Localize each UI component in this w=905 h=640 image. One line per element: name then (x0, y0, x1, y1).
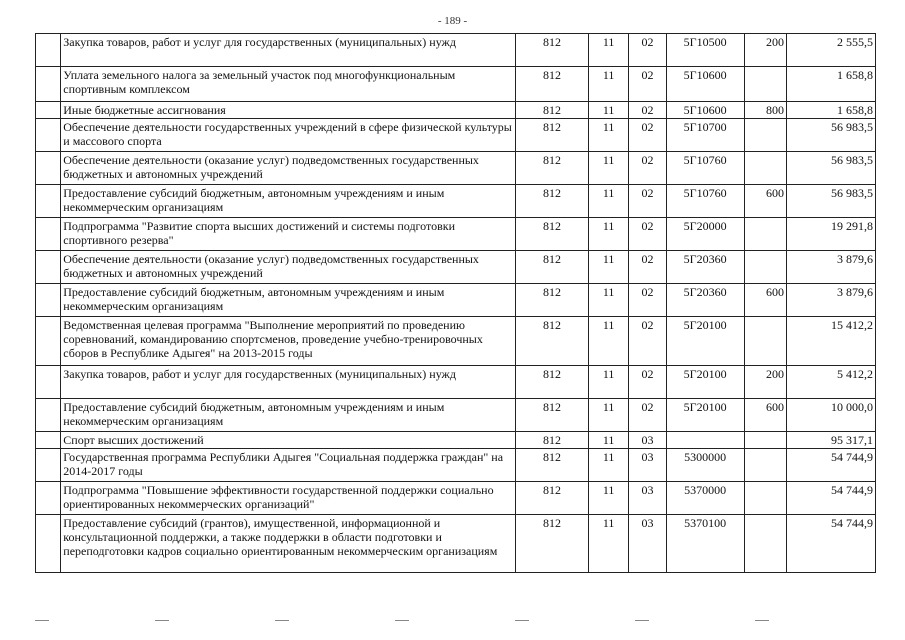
section-code-cell: 11 (588, 449, 628, 482)
row-index-cell (36, 218, 61, 251)
amount-cell: 95 317,1 (786, 432, 875, 449)
expense-type-cell: 600 (744, 399, 786, 432)
table-row (36, 284, 876, 317)
item-name-cell: Обеспечение деятельности (оказание услуг) подведомственных государственных бюджетных и автономных учреждений (61, 152, 516, 185)
subsection-code-cell: 02 (629, 284, 666, 317)
section-code-cell: 11 (588, 432, 628, 449)
expense-type-cell (744, 449, 786, 482)
amount-cell: 3 879,6 (786, 251, 875, 284)
row-index-cell (36, 102, 61, 119)
row-index-cell (36, 67, 61, 102)
target-article-cell: 5Г20100 (666, 366, 744, 399)
subsection-code-cell: 02 (629, 251, 666, 284)
table-row (36, 218, 876, 251)
section-code-cell: 11 (588, 482, 628, 515)
target-article-cell: 5Г10600 (666, 102, 744, 119)
amount-cell: 56 983,5 (786, 119, 875, 152)
department-code-cell: 812 (516, 34, 589, 67)
section-code-cell: 11 (588, 34, 628, 67)
subsection-code-cell: 02 (629, 34, 666, 67)
section-code-cell: 11 (588, 185, 628, 218)
table-row (36, 449, 876, 482)
department-code-cell: 812 (516, 218, 589, 251)
page-bottom-marks (35, 620, 876, 626)
amount-cell: 56 983,5 (786, 185, 875, 218)
item-name-cell: Иные бюджетные ассигнования (61, 102, 516, 119)
row-index-cell (36, 251, 61, 284)
amount-cell: 54 744,9 (786, 449, 875, 482)
department-code-cell: 812 (516, 67, 589, 102)
subsection-code-cell: 03 (629, 432, 666, 449)
department-code-cell: 812 (516, 119, 589, 152)
table-row (36, 251, 876, 284)
target-article-cell: 5Г20000 (666, 218, 744, 251)
department-code-cell: 812 (516, 317, 589, 366)
target-article-cell (666, 432, 744, 449)
amount-cell: 19 291,8 (786, 218, 875, 251)
item-name-cell: Ведомственная целевая программа "Выполнение мероприятий по проведению соревнований, командированию спортсменов, проведение учебно-тренировочных сборов в Республике Адыгея" на 2013-2015 годы (61, 317, 516, 366)
amount-cell: 1 658,8 (786, 102, 875, 119)
expense-type-cell (744, 251, 786, 284)
item-name-cell: Предоставление субсидий (грантов), имущественной, информационной и консультационной поддержки, а также поддержки в области подготовки и переподготовки кадров социально ориентированным некоммерческим организациям (61, 515, 516, 573)
row-index-cell (36, 185, 61, 218)
item-name-cell: Государственная программа Республики Адыгея "Социальная поддержка граждан" на 2014-2017 годы (61, 449, 516, 482)
expense-type-cell: 600 (744, 185, 786, 218)
page-number: - 189 - (437, 15, 468, 27)
table-row (36, 185, 876, 218)
target-article-cell: 5Г20100 (666, 399, 744, 432)
subsection-code-cell: 02 (629, 152, 666, 185)
table-row (36, 515, 876, 573)
subsection-code-cell: 02 (629, 366, 666, 399)
section-code-cell: 11 (588, 317, 628, 366)
expense-type-cell (744, 482, 786, 515)
subsection-code-cell: 02 (629, 399, 666, 432)
target-article-cell: 5Г20360 (666, 251, 744, 284)
subsection-code-cell: 03 (629, 482, 666, 515)
item-name-cell: Предоставление субсидий бюджетным, автономным учреждениям и иным некоммерческим организациям (61, 185, 516, 218)
subsection-code-cell: 03 (629, 449, 666, 482)
amount-cell: 54 744,9 (786, 515, 875, 573)
amount-cell: 54 744,9 (786, 482, 875, 515)
subsection-code-cell: 03 (629, 515, 666, 573)
target-article-cell: 5Г10600 (666, 67, 744, 102)
section-code-cell: 11 (588, 67, 628, 102)
row-index-cell (36, 317, 61, 366)
item-name-cell: Подпрограмма "Развитие спорта высших достижений и системы подготовки спортивного резерва" (61, 218, 516, 251)
table-row (36, 482, 876, 515)
subsection-code-cell: 02 (629, 102, 666, 119)
department-code-cell: 812 (516, 251, 589, 284)
budget-table (35, 33, 876, 573)
row-index-cell (36, 366, 61, 399)
item-name-cell: Закупка товаров, работ и услуг для государственных (муниципальных) нужд (61, 366, 516, 399)
expense-type-cell: 200 (744, 34, 786, 67)
row-index-cell (36, 432, 61, 449)
amount-cell: 15 412,2 (786, 317, 875, 366)
target-article-cell: 5Г10500 (666, 34, 744, 67)
subsection-code-cell: 02 (629, 67, 666, 102)
department-code-cell: 812 (516, 432, 589, 449)
subsection-code-cell: 02 (629, 218, 666, 251)
amount-cell: 3 879,6 (786, 284, 875, 317)
table-row (36, 432, 876, 449)
expense-type-cell (744, 119, 786, 152)
amount-cell: 56 983,5 (786, 152, 875, 185)
expense-type-cell: 800 (744, 102, 786, 119)
target-article-cell: 5370000 (666, 482, 744, 515)
department-code-cell: 812 (516, 366, 589, 399)
item-name-cell: Предоставление субсидий бюджетным, автономным учреждениям и иным некоммерческим организациям (61, 399, 516, 432)
expense-type-cell (744, 152, 786, 185)
target-article-cell: 5Г10760 (666, 152, 744, 185)
subsection-code-cell: 02 (629, 317, 666, 366)
row-index-cell (36, 449, 61, 482)
table-row (36, 399, 876, 432)
item-name-cell: Закупка товаров, работ и услуг для государственных (муниципальных) нужд (61, 34, 516, 67)
item-name-cell: Подпрограмма "Повышение эффективности государственной поддержки социально ориентированных некоммерческих организаций" (61, 482, 516, 515)
table-row (36, 67, 876, 102)
target-article-cell: 5370100 (666, 515, 744, 573)
table-row (36, 102, 876, 119)
item-name-cell: Спорт высших достижений (61, 432, 516, 449)
target-article-cell: 5Г20360 (666, 284, 744, 317)
department-code-cell: 812 (516, 185, 589, 218)
expense-type-cell: 600 (744, 284, 786, 317)
section-code-cell: 11 (588, 515, 628, 573)
section-code-cell: 11 (588, 251, 628, 284)
subsection-code-cell: 02 (629, 119, 666, 152)
section-code-cell: 11 (588, 102, 628, 119)
department-code-cell: 812 (516, 284, 589, 317)
table-row (36, 152, 876, 185)
table-row (36, 317, 876, 366)
department-code-cell: 812 (516, 152, 589, 185)
expense-type-cell (744, 515, 786, 573)
expense-type-cell (744, 317, 786, 366)
department-code-cell: 812 (516, 449, 589, 482)
expense-type-cell (744, 432, 786, 449)
section-code-cell: 11 (588, 218, 628, 251)
table-row (36, 119, 876, 152)
target-article-cell: 5Г10760 (666, 185, 744, 218)
target-article-cell: 5Г10700 (666, 119, 744, 152)
row-index-cell (36, 34, 61, 67)
section-code-cell: 11 (588, 366, 628, 399)
item-name-cell: Уплата земельного налога за земельный участок под многофункциональным спортивным комплексом (61, 67, 516, 102)
target-article-cell: 5300000 (666, 449, 744, 482)
row-index-cell (36, 482, 61, 515)
table-row (36, 34, 876, 67)
amount-cell: 10 000,0 (786, 399, 875, 432)
budget-table-body (36, 34, 876, 573)
department-code-cell: 812 (516, 482, 589, 515)
expense-type-cell (744, 218, 786, 251)
table-row (36, 366, 876, 399)
row-index-cell (36, 284, 61, 317)
expense-type-cell: 200 (744, 366, 786, 399)
department-code-cell: 812 (516, 399, 589, 432)
amount-cell: 5 412,2 (786, 366, 875, 399)
section-code-cell: 11 (588, 152, 628, 185)
row-index-cell (36, 152, 61, 185)
section-code-cell: 11 (588, 284, 628, 317)
section-code-cell: 11 (588, 119, 628, 152)
row-index-cell (36, 119, 61, 152)
subsection-code-cell: 02 (629, 185, 666, 218)
department-code-cell: 812 (516, 515, 589, 573)
row-index-cell (36, 399, 61, 432)
item-name-cell: Обеспечение деятельности государственных учреждений в сфере физической культуры и массового спорта (61, 119, 516, 152)
amount-cell: 1 658,8 (786, 67, 875, 102)
expense-type-cell (744, 67, 786, 102)
target-article-cell: 5Г20100 (666, 317, 744, 366)
section-code-cell: 11 (588, 399, 628, 432)
amount-cell: 2 555,5 (786, 34, 875, 67)
item-name-cell: Предоставление субсидий бюджетным, автономным учреждениям и иным некоммерческим организациям (61, 284, 516, 317)
department-code-cell: 812 (516, 102, 589, 119)
row-index-cell (36, 515, 61, 573)
item-name-cell: Обеспечение деятельности (оказание услуг) подведомственных государственных бюджетных и автономных учреждений (61, 251, 516, 284)
